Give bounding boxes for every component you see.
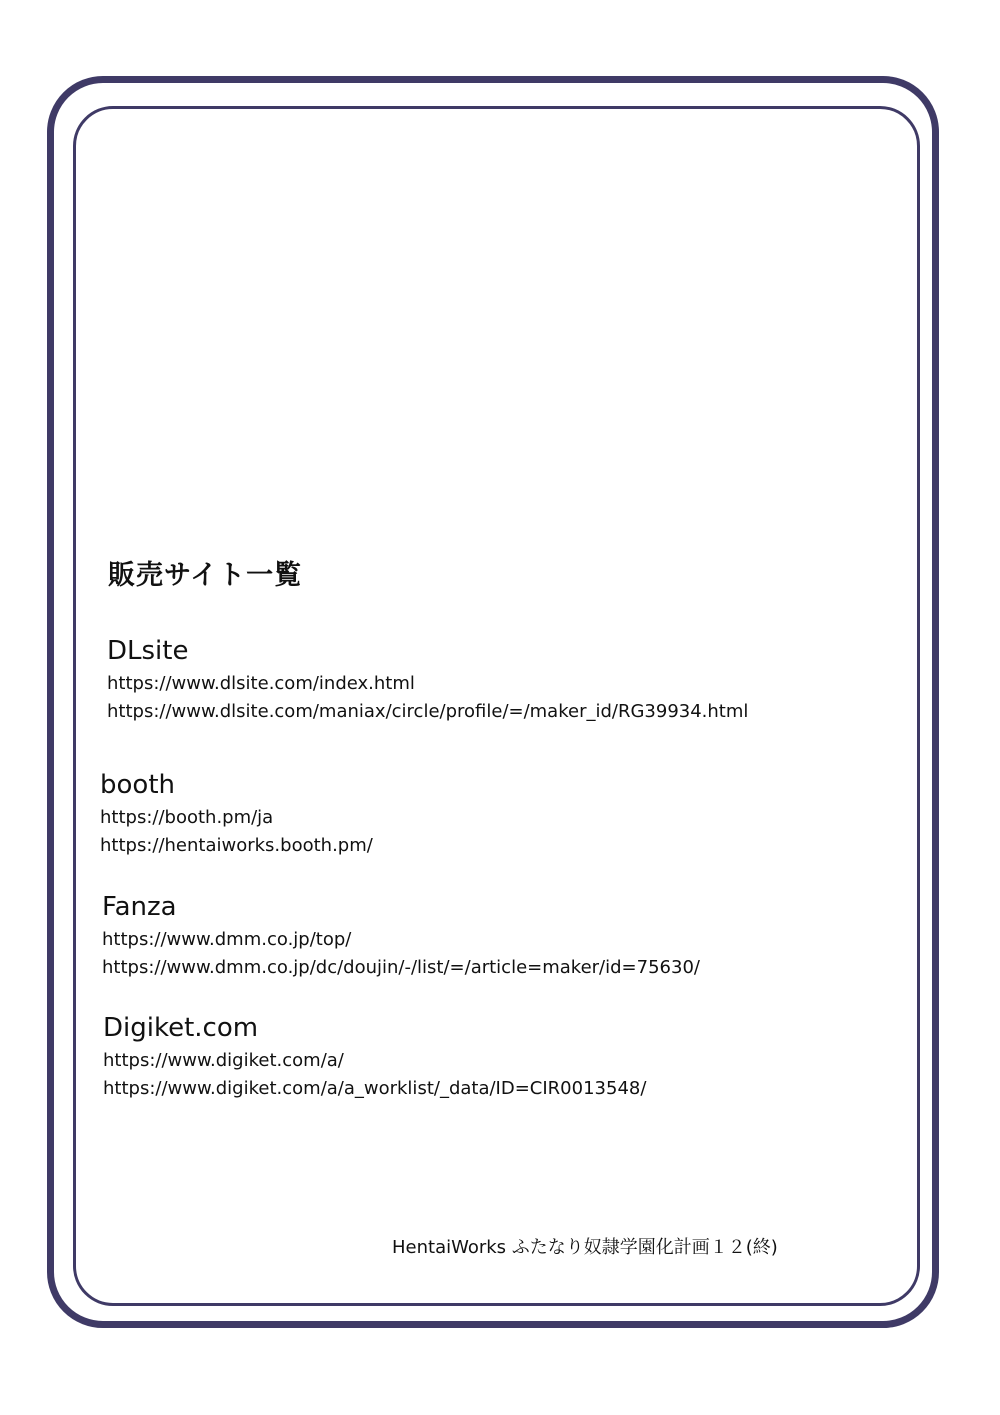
site-name: Fanza (102, 892, 177, 922)
site-url-link[interactable]: https://www.dlsite.com/maniax/circle/profile/=/maker_id/RG39934.html (107, 701, 749, 722)
site-url-link[interactable]: https://www.dlsite.com/index.html (107, 673, 415, 694)
site-section-dlsite (107, 636, 748, 726)
site-section-digiket (103, 1013, 646, 1103)
site-url-link[interactable]: https://www.dmm.co.jp/dc/doujin/-/list/=/article=maker/id=75630/ (102, 957, 700, 978)
site-url-link[interactable]: https://www.digiket.com/a/a_worklist/_data/ID=CIR0013548/ (103, 1078, 647, 1099)
site-url-link[interactable]: https://hentaiworks.booth.pm/ (100, 835, 373, 856)
site-name: DLsite (107, 636, 189, 666)
page-heading: 販売サイト一覧 (108, 560, 303, 591)
site-name: Digiket.com (103, 1013, 259, 1043)
site-section-fanza (102, 892, 700, 982)
site-url-link[interactable]: https://booth.pm/ja (100, 807, 274, 828)
site-url-link[interactable]: https://www.digiket.com/a/ (103, 1050, 344, 1071)
site-section-booth (100, 770, 373, 860)
site-name: booth (100, 770, 175, 800)
site-url-link[interactable]: https://www.dmm.co.jp/top/ (102, 929, 352, 950)
footer-caption: HentaiWorks ふたなり奴隷学園化計画１２(終) (392, 1237, 778, 1258)
